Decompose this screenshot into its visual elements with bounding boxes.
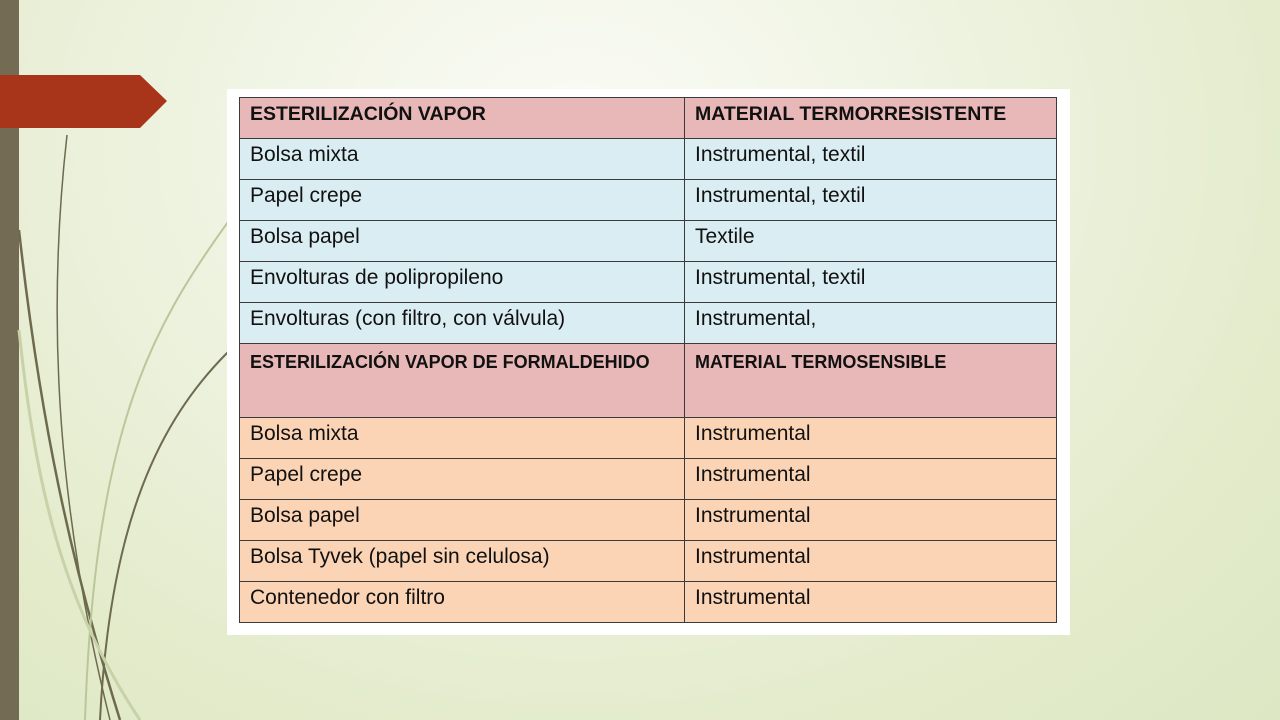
table-row — [240, 180, 1057, 221]
table-row — [240, 139, 1057, 180]
row-material-cell: Instrumental, — [685, 303, 1057, 344]
table-row — [240, 459, 1057, 500]
table-row — [240, 303, 1057, 344]
header-cell-method: ESTERILIZACIÓN VAPOR DE FORMALDEHIDO — [240, 344, 685, 418]
table-row — [240, 418, 1057, 459]
header-cell-material: MATERIAL TERMOSENSIBLE — [685, 344, 1057, 418]
table-row — [240, 262, 1057, 303]
table-row — [240, 500, 1057, 541]
row-material-cell: Instrumental, textil — [685, 262, 1057, 303]
table-card — [227, 89, 1070, 635]
table-row — [240, 582, 1057, 623]
row-packaging-cell: Papel crepe — [240, 459, 685, 500]
row-material-cell: Instrumental — [685, 418, 1057, 459]
row-packaging-cell: Contenedor con filtro — [240, 582, 685, 623]
table-row — [240, 221, 1057, 262]
table-row — [240, 541, 1057, 582]
row-packaging-cell: Bolsa papel — [240, 500, 685, 541]
row-material-cell: Instrumental, textil — [685, 180, 1057, 221]
row-material-cell: Instrumental — [685, 459, 1057, 500]
title-accent-tab — [0, 75, 167, 128]
sterilization-table — [239, 97, 1057, 623]
table-header-row — [240, 344, 1057, 418]
row-material-cell: Textile — [685, 221, 1057, 262]
row-material-cell: Instrumental — [685, 500, 1057, 541]
row-packaging-cell: Papel crepe — [240, 180, 685, 221]
header-cell-method: ESTERILIZACIÓN VAPOR — [240, 98, 685, 139]
row-packaging-cell: Envolturas (con filtro, con válvula) — [240, 303, 685, 344]
row-packaging-cell: Bolsa mixta — [240, 418, 685, 459]
row-packaging-cell: Bolsa mixta — [240, 139, 685, 180]
row-material-cell: Instrumental — [685, 582, 1057, 623]
row-packaging-cell: Bolsa Tyvek (papel sin celulosa) — [240, 541, 685, 582]
table-header-row — [240, 98, 1057, 139]
row-material-cell: Instrumental — [685, 541, 1057, 582]
header-cell-material: MATERIAL TERMORRESISTENTE — [685, 98, 1057, 139]
row-material-cell: Instrumental, textil — [685, 139, 1057, 180]
row-packaging-cell: Bolsa papel — [240, 221, 685, 262]
row-packaging-cell: Envolturas de polipropileno — [240, 262, 685, 303]
